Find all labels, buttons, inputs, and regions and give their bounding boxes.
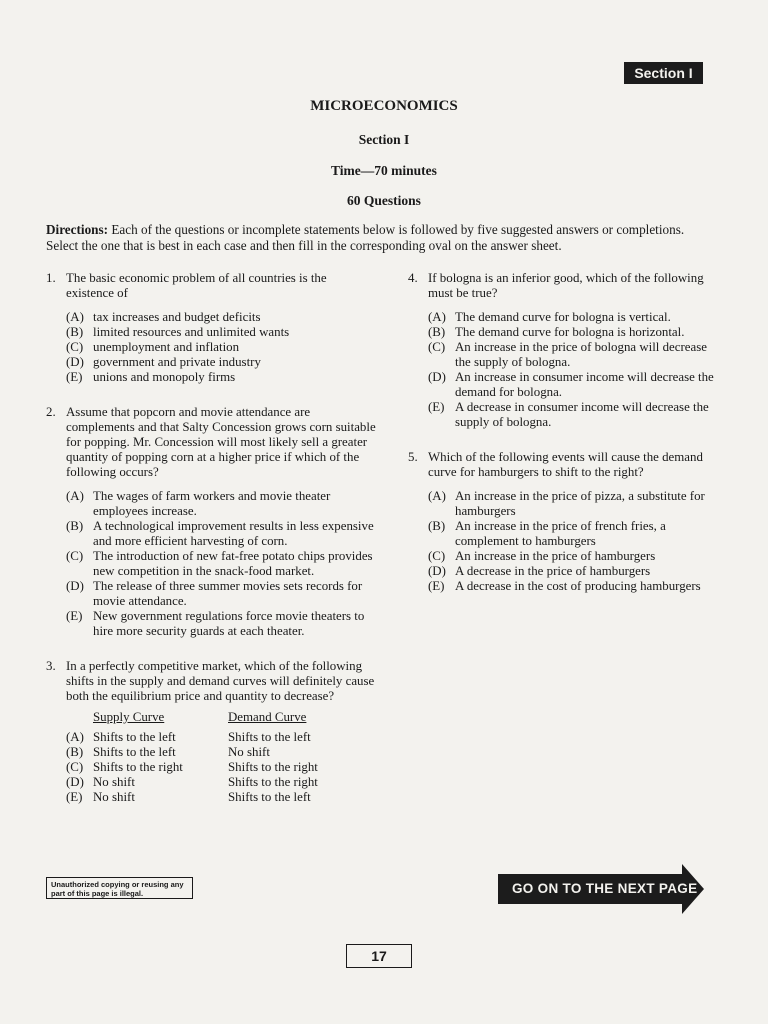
supply-shift: Shifts to the right [93, 760, 183, 774]
option-text: unemployment and inflation [93, 340, 240, 354]
demand-shift: Shifts to the left [228, 790, 311, 804]
next-page-arrow [498, 864, 704, 914]
question-4 [408, 271, 723, 430]
option-text: The introduction of new fat-free potato chips provides new competition in the snack-food market. [93, 549, 373, 578]
question-stem: The basic economic problem of all countries is the existence of [66, 271, 327, 300]
question-number: 1. [46, 271, 56, 285]
option-text: An increase in the price of hamburgers [455, 549, 656, 563]
option-text: limited resources and unlimited wants [93, 325, 290, 339]
answer-options [428, 310, 723, 430]
option-letter: (D) [428, 370, 446, 384]
option-letter: (A) [428, 489, 446, 503]
supply-shift: Shifts to the left [93, 745, 176, 759]
supply-curve-header: Supply Curve [93, 710, 165, 724]
section-tag: Section I [624, 62, 703, 84]
option-letter: (B) [66, 519, 84, 533]
question-number: 4. [408, 271, 418, 285]
next-page-label: GO ON TO THE NEXT PAGE [512, 881, 698, 896]
option-letter: (C) [66, 549, 84, 563]
option-letter: (D) [428, 564, 446, 578]
answer-option[interactable] [66, 370, 376, 385]
demand-curve-header: Demand Curve [228, 710, 307, 724]
option-letter: (C) [66, 760, 84, 774]
option-letter: (C) [428, 340, 446, 354]
question-stem: Which of the following events will cause the demand curve for hamburgers to shift to the right? [428, 450, 703, 479]
answer-option[interactable] [66, 325, 376, 340]
answer-option[interactable] [428, 549, 723, 564]
question-stem: Assume that popcorn and movie attendance are complements and that Salty Concession grows corn suitable for popping. Mr. Concession will most likely sell a greater quantity of popping corn at a higher price if which of the following occurs? [66, 405, 376, 479]
option-text: tax increases and budget deficits [93, 310, 261, 324]
answer-option[interactable] [66, 355, 376, 370]
answer-option[interactable] [66, 760, 376, 775]
answer-option[interactable] [428, 370, 723, 400]
answer-option[interactable] [428, 579, 723, 594]
option-text: The demand curve for bologna is horizontal. [455, 325, 685, 339]
question-3 [46, 659, 376, 805]
option-letter: (B) [428, 325, 446, 339]
answer-option[interactable] [66, 609, 376, 639]
question-1 [46, 271, 376, 385]
option-letter: (D) [66, 775, 84, 789]
answer-option[interactable] [428, 325, 723, 340]
option-text: An increase in the price of bologna will decrease the supply of bologna. [455, 340, 707, 369]
option-letter: (D) [66, 355, 84, 369]
option-letter: (E) [428, 579, 445, 593]
option-letter: (B) [428, 519, 446, 533]
answer-option[interactable] [428, 340, 723, 370]
question-2 [46, 405, 376, 639]
directions-label: Directions: [46, 222, 109, 237]
option-letter: (B) [66, 745, 84, 759]
option-letter: (C) [66, 340, 84, 354]
demand-shift: Shifts to the right [228, 760, 318, 774]
answer-option[interactable] [428, 564, 723, 579]
directions [46, 222, 706, 254]
answer-option[interactable] [66, 730, 376, 745]
supply-shift: No shift [93, 775, 135, 789]
option-letter: (A) [66, 489, 84, 503]
option-letter: (E) [66, 790, 83, 804]
answer-option[interactable] [66, 489, 376, 519]
question-number: 5. [408, 450, 418, 464]
answer-option[interactable] [66, 340, 376, 355]
question-count: 60 Questions [347, 193, 421, 208]
option-text: An increase in the price of french fries, a complement to hamburgers [455, 519, 666, 548]
question-number: 3. [46, 659, 56, 673]
left-column [46, 271, 376, 805]
demand-shift: Shifts to the right [228, 775, 318, 789]
answer-options [66, 310, 376, 385]
option-text: New government regulations force movie theaters to hire more security guards at each theater. [93, 609, 365, 638]
table-header [66, 710, 376, 725]
answer-options [428, 489, 723, 594]
answer-option[interactable] [428, 310, 723, 325]
directions-text: Each of the questions or incomplete statements below is followed by five suggested answers or completions. Select the one that is best in each case and then fill in the corresponding oval on the answer sheet. [46, 222, 685, 253]
option-letter: (D) [66, 579, 84, 593]
answer-table [66, 710, 376, 805]
option-letter: (B) [66, 325, 84, 339]
option-text: government and private industry [93, 355, 261, 369]
option-letter: (C) [428, 549, 446, 563]
answer-option[interactable] [428, 519, 723, 549]
option-text: The demand curve for bologna is vertical. [455, 310, 671, 324]
option-text: An increase in the price of pizza, a substitute for hamburgers [455, 489, 705, 518]
answer-options [66, 489, 376, 639]
copyright-notice: Unauthorized copying or reusing any part of this page is illegal. [46, 877, 193, 899]
supply-shift: No shift [93, 790, 135, 804]
option-text: A decrease in the cost of producing hamburgers [455, 579, 701, 593]
answer-option[interactable] [66, 310, 376, 325]
question-number: 2. [46, 405, 56, 419]
question-5 [408, 450, 723, 594]
demand-shift: Shifts to the left [228, 730, 311, 744]
question-stem: In a perfectly competitive market, which of the following shifts in the supply and demand curves will definitely cause both the equilibrium price and quantity to decrease? [66, 659, 375, 703]
option-text: A decrease in consumer income will decrease the supply of bologna. [455, 400, 709, 429]
option-text: unions and monopoly firms [93, 370, 236, 384]
answer-option[interactable] [66, 549, 376, 579]
demand-shift: No shift [228, 745, 270, 759]
time-limit: Time—70 minutes [331, 163, 437, 178]
answer-option[interactable] [66, 790, 376, 805]
page-title: MICROECONOMICS [310, 98, 458, 114]
option-letter: (A) [66, 730, 84, 744]
answer-option[interactable] [428, 489, 723, 519]
option-letter: (E) [66, 370, 83, 384]
option-letter: (E) [428, 400, 445, 414]
answer-option[interactable] [66, 579, 376, 609]
option-text: The release of three summer movies sets records for movie attendance. [93, 579, 363, 608]
question-stem: If bologna is an inferior good, which of the following must be true? [428, 271, 704, 300]
option-letter: (E) [66, 609, 83, 623]
answer-option[interactable] [66, 519, 376, 549]
answer-option[interactable] [66, 745, 376, 760]
right-column [408, 271, 723, 594]
answer-option[interactable] [66, 775, 376, 790]
option-letter: (A) [428, 310, 446, 324]
option-text: An increase in consumer income will decrease the demand for bologna. [455, 370, 714, 399]
option-text: A technological improvement results in less expensive and more efficient harvesting of corn. [93, 519, 374, 548]
option-text: The wages of farm workers and movie theater employees increase. [93, 489, 331, 518]
section-heading: Section I [358, 132, 410, 147]
answer-option[interactable] [428, 400, 723, 430]
option-text: A decrease in the price of hamburgers [455, 564, 651, 578]
page-number: 17 [346, 944, 412, 968]
supply-shift: Shifts to the left [93, 730, 176, 744]
option-letter: (A) [66, 310, 84, 324]
